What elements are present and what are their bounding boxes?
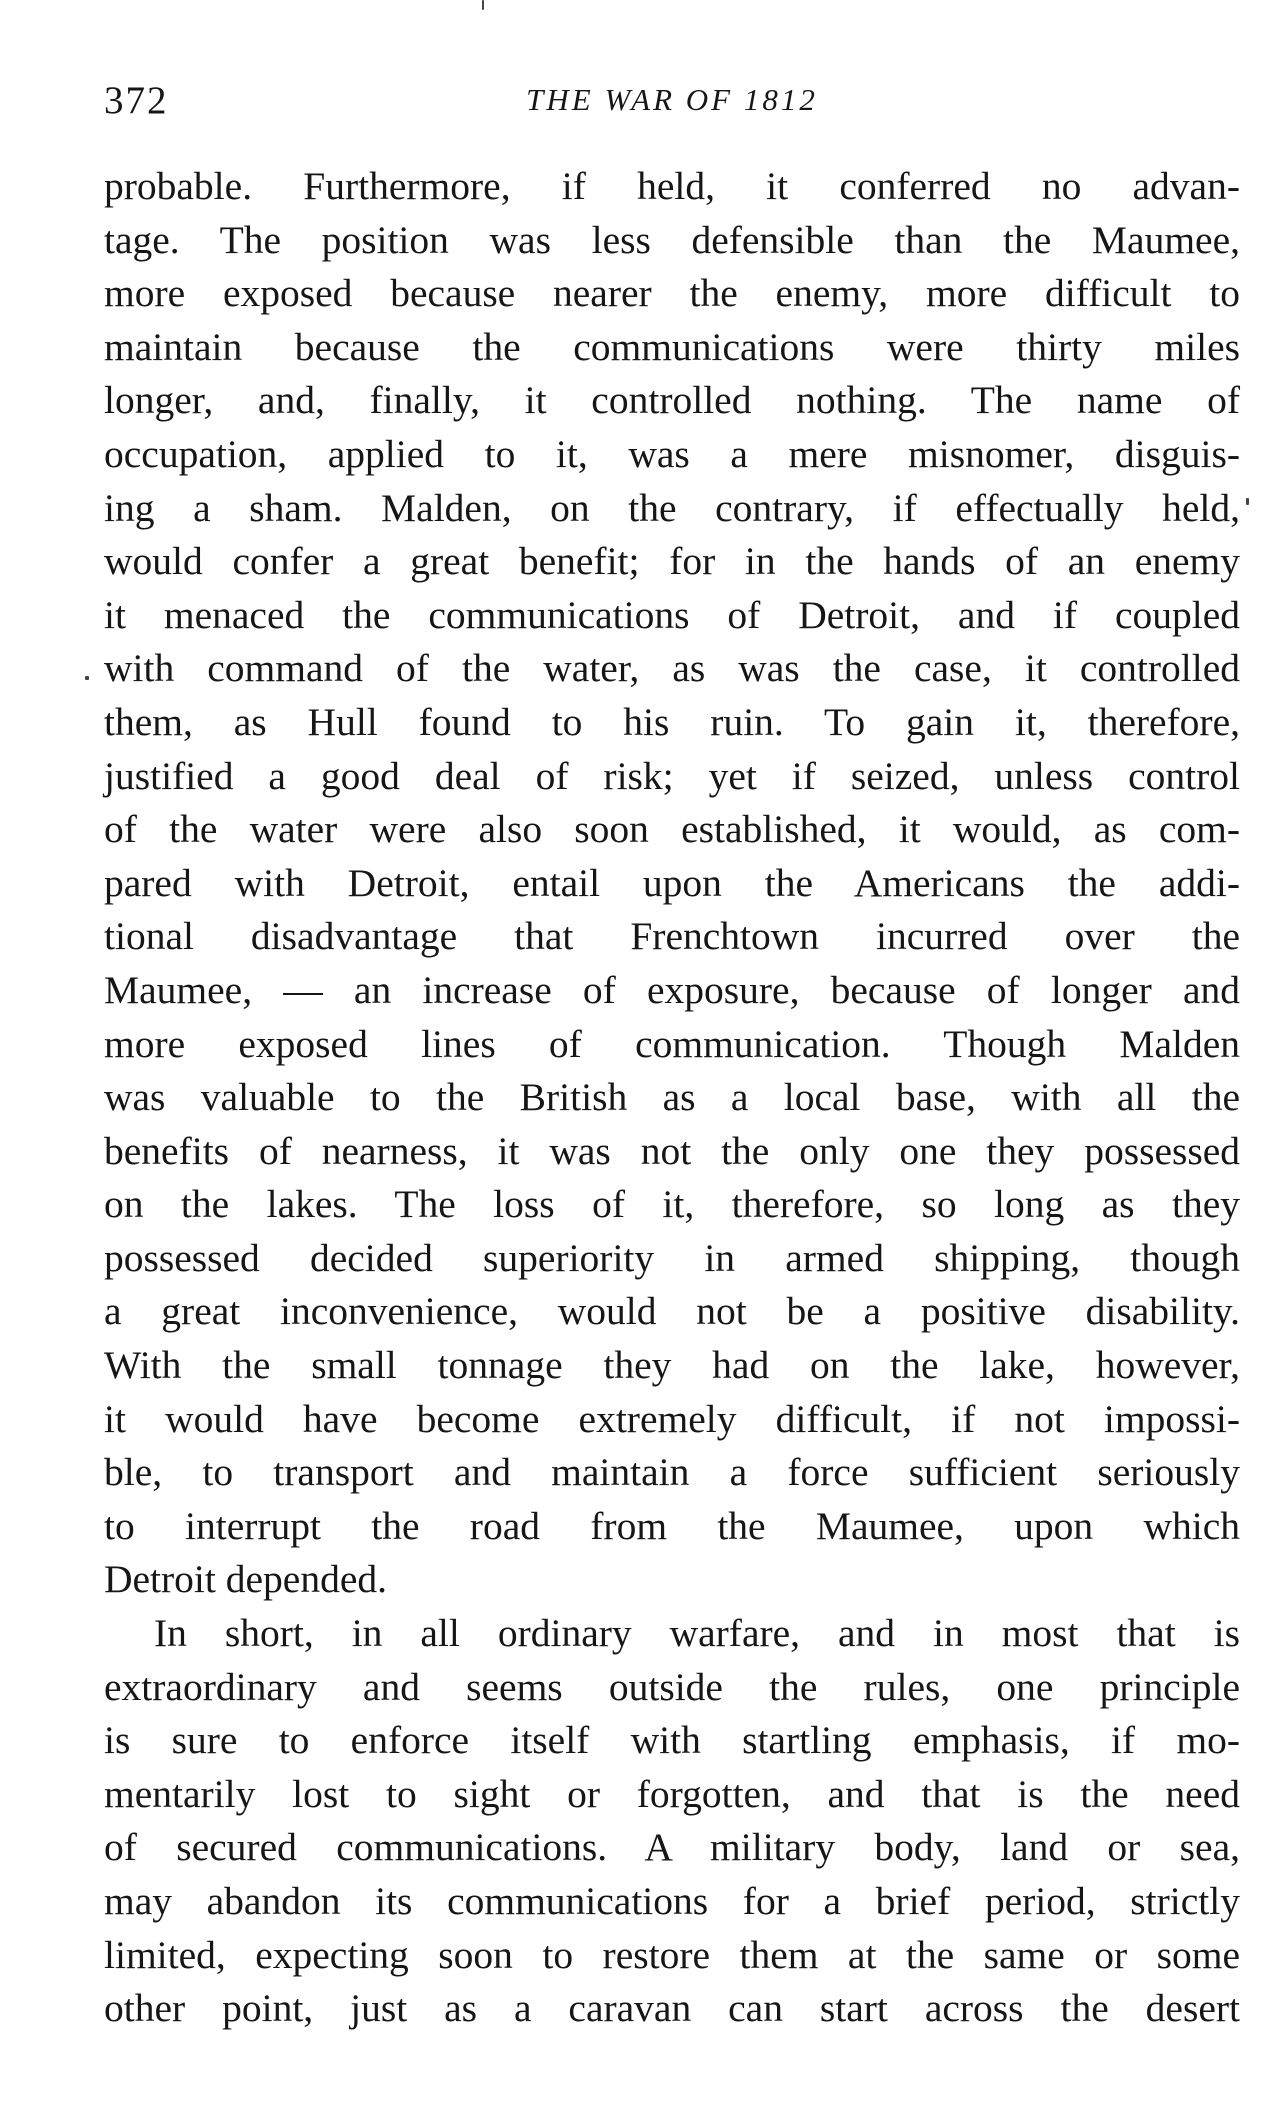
text-line: Maumee, — an increase of exposure, because of longer and (104, 967, 1240, 1012)
text-line: In short, in all ordinary warfare, and in most that is (154, 1611, 1240, 1656)
text-line: limited, expecting soon to restore them at the same or some (104, 1932, 1240, 1977)
text-line: was valuable to the British as a local base, with all the (104, 1075, 1240, 1120)
text-line: tage. The position was less defensible than the Maumee, (104, 217, 1240, 262)
text-line: justified a good deal of risk; yet if seized, unless control (104, 753, 1240, 798)
running-title: THE WAR OF 1812 (526, 82, 818, 117)
text-line: benefits of nearness, it was not the only one they possessed (104, 1128, 1240, 1173)
body-text (104, 160, 1240, 2036)
print-speck (85, 676, 89, 680)
text-line: Detroit depended. (104, 1557, 387, 1602)
text-line: ing a sham. Malden, on the contrary, if effectually held, (104, 485, 1240, 530)
text-line: tional disadvantage that Frenchtown incurred over the (104, 914, 1240, 959)
text-line: them, as Hull found to his ruin. To gain it, therefore, (104, 699, 1240, 744)
text-line: with command of the water, as was the case, it controlled (104, 646, 1240, 691)
text-line: it menaced the communications of Detroit, and if coupled (104, 592, 1240, 637)
text-line: mentarily lost to sight or forgotten, and that is the need (104, 1771, 1240, 1816)
page-number: 372 (104, 79, 169, 122)
text-line: more exposed because nearer the enemy, more difficult to (104, 271, 1240, 316)
text-line: would confer a great benefit; for in the hands of an enemy (104, 539, 1240, 584)
text-line: extraordinary and seems outside the rules, one principle (104, 1664, 1240, 1709)
page-header (104, 78, 1240, 138)
text-line: more exposed lines of communication. Though Malden (104, 1021, 1240, 1066)
paragraph-1 (104, 160, 1240, 1607)
text-line: pared with Detroit, entail upon the Americans the addi- (104, 860, 1240, 905)
print-speck (1246, 498, 1249, 505)
text-line: may abandon its communications for a brief period, strictly (104, 1879, 1240, 1923)
text-line: of secured communications. A military body, land or sea, (104, 1825, 1240, 1870)
text-line: occupation, applied to it, was a mere misnomer, disguis- (104, 431, 1240, 476)
text-line: of the water were also soon established, it would, as com- (104, 807, 1240, 852)
text-line: ble, to transport and maintain a force sufficient seriously (104, 1450, 1240, 1495)
text-line: a great inconvenience, would not be a positive disability. (104, 1289, 1240, 1334)
text-line: is sure to enforce itself with startling emphasis, if mo- (104, 1718, 1240, 1763)
paragraph-2 (104, 1607, 1240, 2036)
text-line: maintain because the communications were thirty miles (104, 324, 1240, 369)
text-line: it would have become extremely difficult, if not impossi- (104, 1396, 1240, 1441)
text-line: possessed decided superiority in armed shipping, though (104, 1235, 1240, 1280)
text-line: With the small tonnage they had on the lake, however, (104, 1343, 1240, 1388)
text-line: to interrupt the road from the Maumee, upon which (104, 1503, 1240, 1548)
text-line: probable. Furthermore, if held, it conferred no advan- (104, 164, 1240, 208)
text-line: other point, just as a caravan can start across the desert (104, 1986, 1240, 2031)
text-line: on the lakes. The loss of it, therefore, so long as they (104, 1182, 1240, 1227)
print-speck (482, 0, 484, 10)
text-line: longer, and, finally, it controlled nothing. The name of (104, 378, 1240, 423)
